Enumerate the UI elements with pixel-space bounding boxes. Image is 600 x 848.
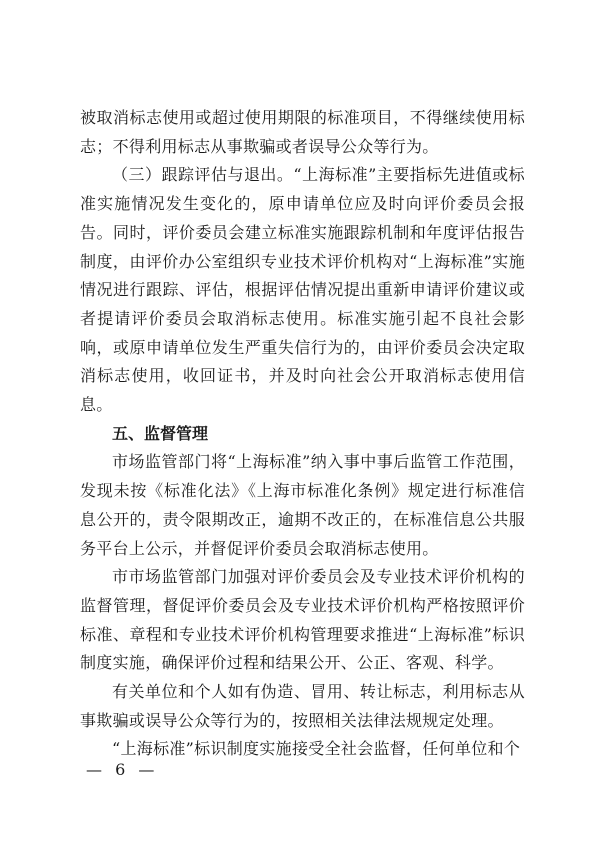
paragraph-text: “上海标准”主要指标先进值或标准实施情况发生变化的，原申请单位应及时向评价委员会报告。同时，评价委员会建立标准实施跟踪机制和年度评估报告制度，由评价办公室组织专业技术评价机构对“上海标准”实施情况进行跟踪、评估，根据评估情况提出重新申请评价建议或者提请评价委员会取消标志使用。标准实施引起不良社会影响，或原申请单位发生严重失信行为的，由评价委员会决定取消标志使用，收回证书，并及时向社会公开取消标志使用信息。 (80, 165, 525, 415)
page-number: — 6 — (86, 760, 159, 779)
paragraph-continuation: 被取消标志使用或超过使用期限的标准项目，不得继续使用标志；不得利用标志从事欺骗或者误导公众等行为。 (80, 108, 525, 156)
paragraph-supervision-4: “上海标准”标识制度实施接受全社会监督，任何单位和个 (112, 739, 521, 759)
paragraph-supervision-1: 市场监管部门将“上海标准”纳入事中事后监管工作范围，发现未按《标准化法》《上海市标准化条例》规定进行标准信息公开的，责令限期改正，逾期不改正的，在标准信息公共服务平台上公示，并督促评价委员会取消标志使用。 (80, 452, 525, 558)
paragraph-tracking-evaluation (80, 161, 525, 419)
section-heading: 五、监督管理 (112, 423, 209, 443)
paragraph-supervision-3: 有关单位和个人如有伪造、冒用、转让标志，利用标志从事欺骗或误导公众等行为的，按照相关法律法规规定处理。 (80, 682, 525, 730)
document-body (80, 104, 525, 764)
subsection-heading: （三）跟踪评估与退出。 (112, 165, 294, 185)
paragraph-supervision-2: 市市场监管部门加强对评价委员会及专业技术评价机构的监督管理，督促评价委员会及专业技术评价机构严格按照评价标准、章程和专业技术评价机构管理要求推进“上海标准”标识制度实施，确保评价过程和结果公开、公正、客观、科学。 (80, 567, 525, 673)
